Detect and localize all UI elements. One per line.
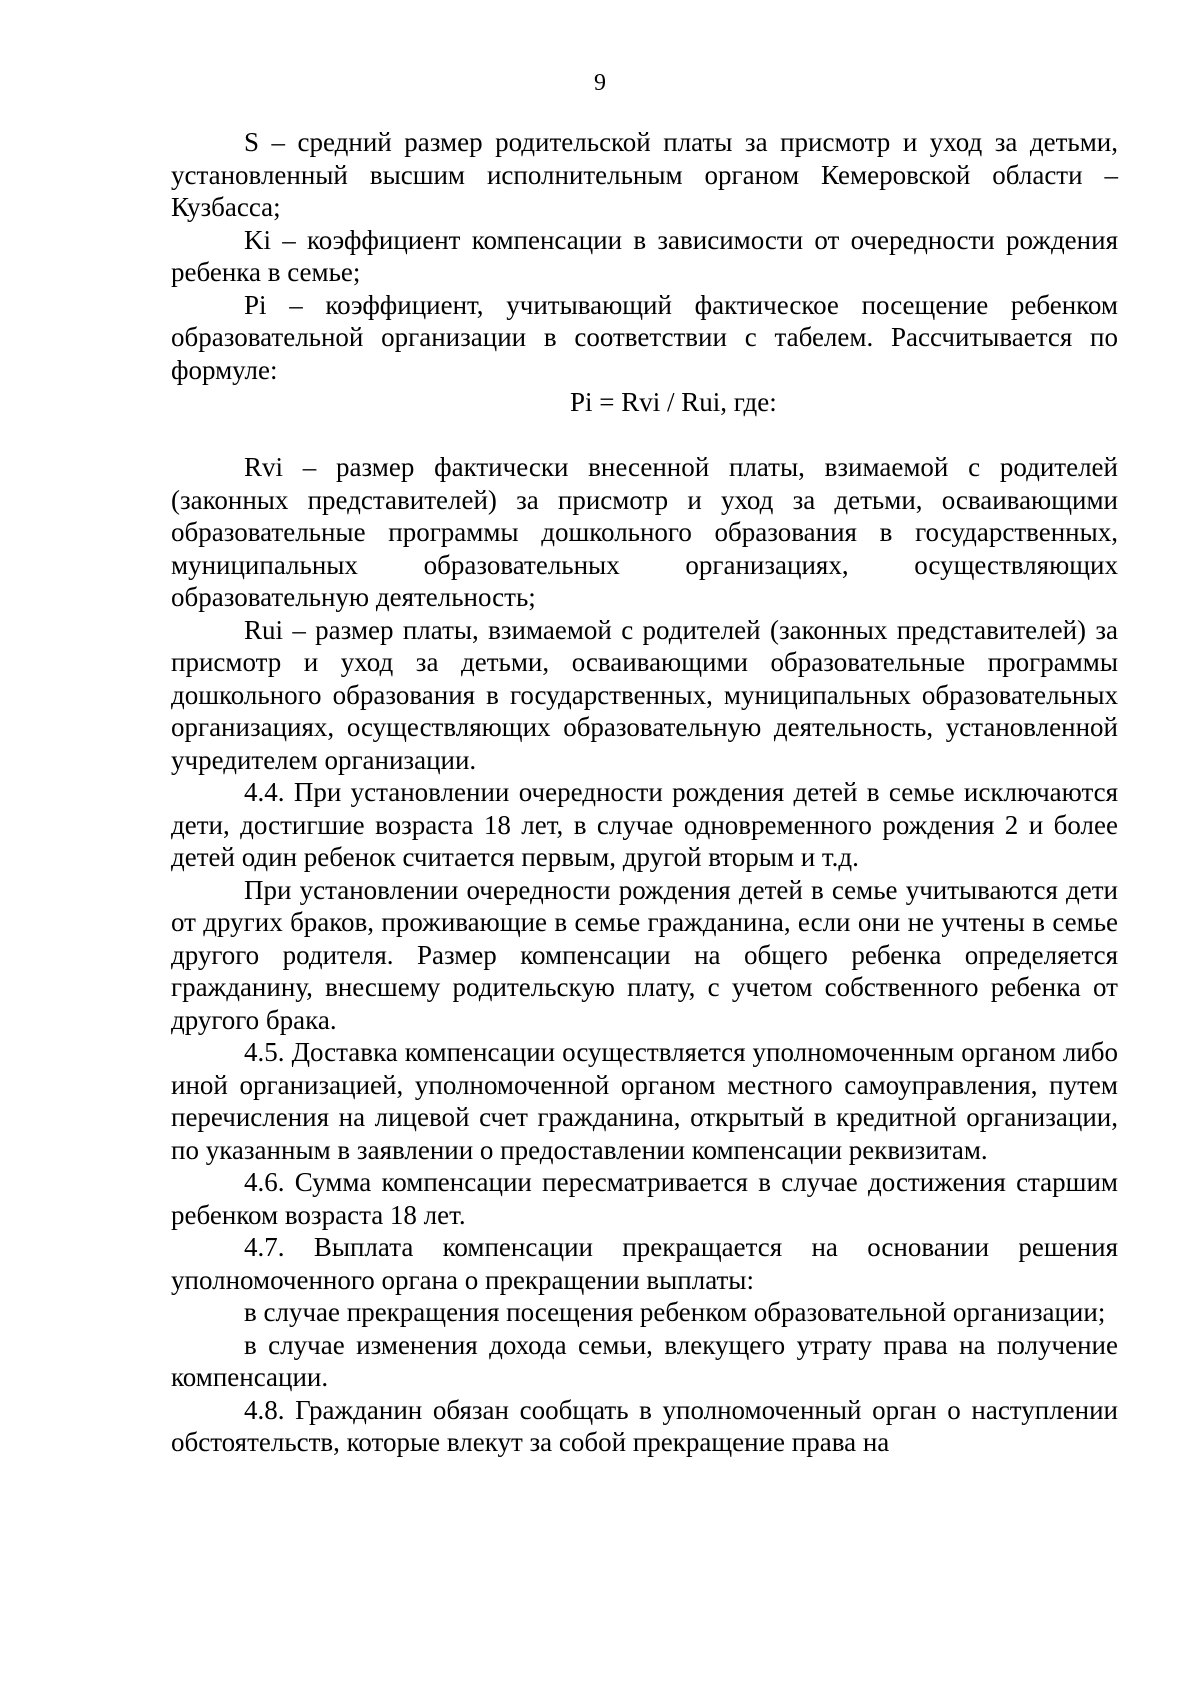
formula-pi: Pi = Rvi / Rui, где: <box>570 387 777 417</box>
paragraph-s-definition: S – средний размер родительской платы за присмотр и уход за детьми, установленный высшим исполнительным органом Кемеровской области – Кузбасса; <box>171 127 1118 222</box>
document-body <box>171 126 1118 1459</box>
paragraph-4-6: 4.6. Сумма компенсации пересматривается в случае достижения старшим ребенком возраста 18 лет. <box>171 1167 1118 1230</box>
paragraph-4-7-case-attendance: в случае прекращения посещения ребенком образовательной организации; <box>244 1297 1106 1327</box>
paragraph-rui-definition: Rui – размер платы, взимаемой с родителей (законных представителей) за присмотр и уход за детьми, осваивающими образовательные программы дошкольного образования в государственных, муниципальных образовательных организациях, осуществляющих образовательную деятельность, установленной учредителем организации. <box>171 614 1118 775</box>
paragraph-other-marriages: При установлении очередности рождения детей в семье учитываются дети от других браков, проживающие в семье гражданина, если они не учтены в семье другого родителя. Размер компенсации на общего ребенка определяется гражданину, внесшему родительскую плату, с учетом собственного ребенка от другого брака. <box>171 874 1118 1035</box>
paragraph-4-5: 4.5. Доставка компенсации осуществляется уполномоченным органом либо иной организацией, уполномоченной органом местного самоуправления, путем перечисления на лицевой счет гражданина, открытый в кредитной организации, по указанным в заявлении о предоставлении компенсации реквизитам. <box>171 1037 1118 1165</box>
paragraph-rvi-definition: Rvi – размер фактически внесенной платы, взимаемой с родителей (законных представителей) за присмотр и уход за детьми, осваивающими образовательные программы дошкольного образования в государственных, муниципальных образовательных организациях, осуществляющих образовательную деятельность; <box>171 452 1118 612</box>
paragraph-4-7-case-income: в случае изменения дохода семьи, влекущего утрату права на получение компенсации. <box>171 1329 1118 1392</box>
page-number: 9 <box>594 70 606 96</box>
paragraph-ki-definition: Ki – коэффициент компенсации в зависимости от очередности рождения ребенка в семье; <box>171 224 1118 287</box>
paragraph-pi-definition: Pi – коэффициент, учитывающий фактическое посещение ребенком образовательной организации в соответствии с табелем. Рассчитывается по формуле: <box>171 289 1118 385</box>
paragraph-4-8: 4.8. Гражданин обязан сообщать в уполномоченный орган о наступлении обстоятельств, которые влекут за собой прекращение права на <box>171 1394 1118 1457</box>
paragraph-4-4: 4.4. При установлении очередности рождения детей в семье исключаются дети, достигшие возраста 18 лет, в случае одновременного рождения 2 и более детей один ребенок считается первым, другой вторым и т.д. <box>171 777 1118 872</box>
paragraph-4-7: 4.7. Выплата компенсации прекращается на основании решения уполномоченного органа о прекращении выплаты: <box>171 1232 1118 1295</box>
